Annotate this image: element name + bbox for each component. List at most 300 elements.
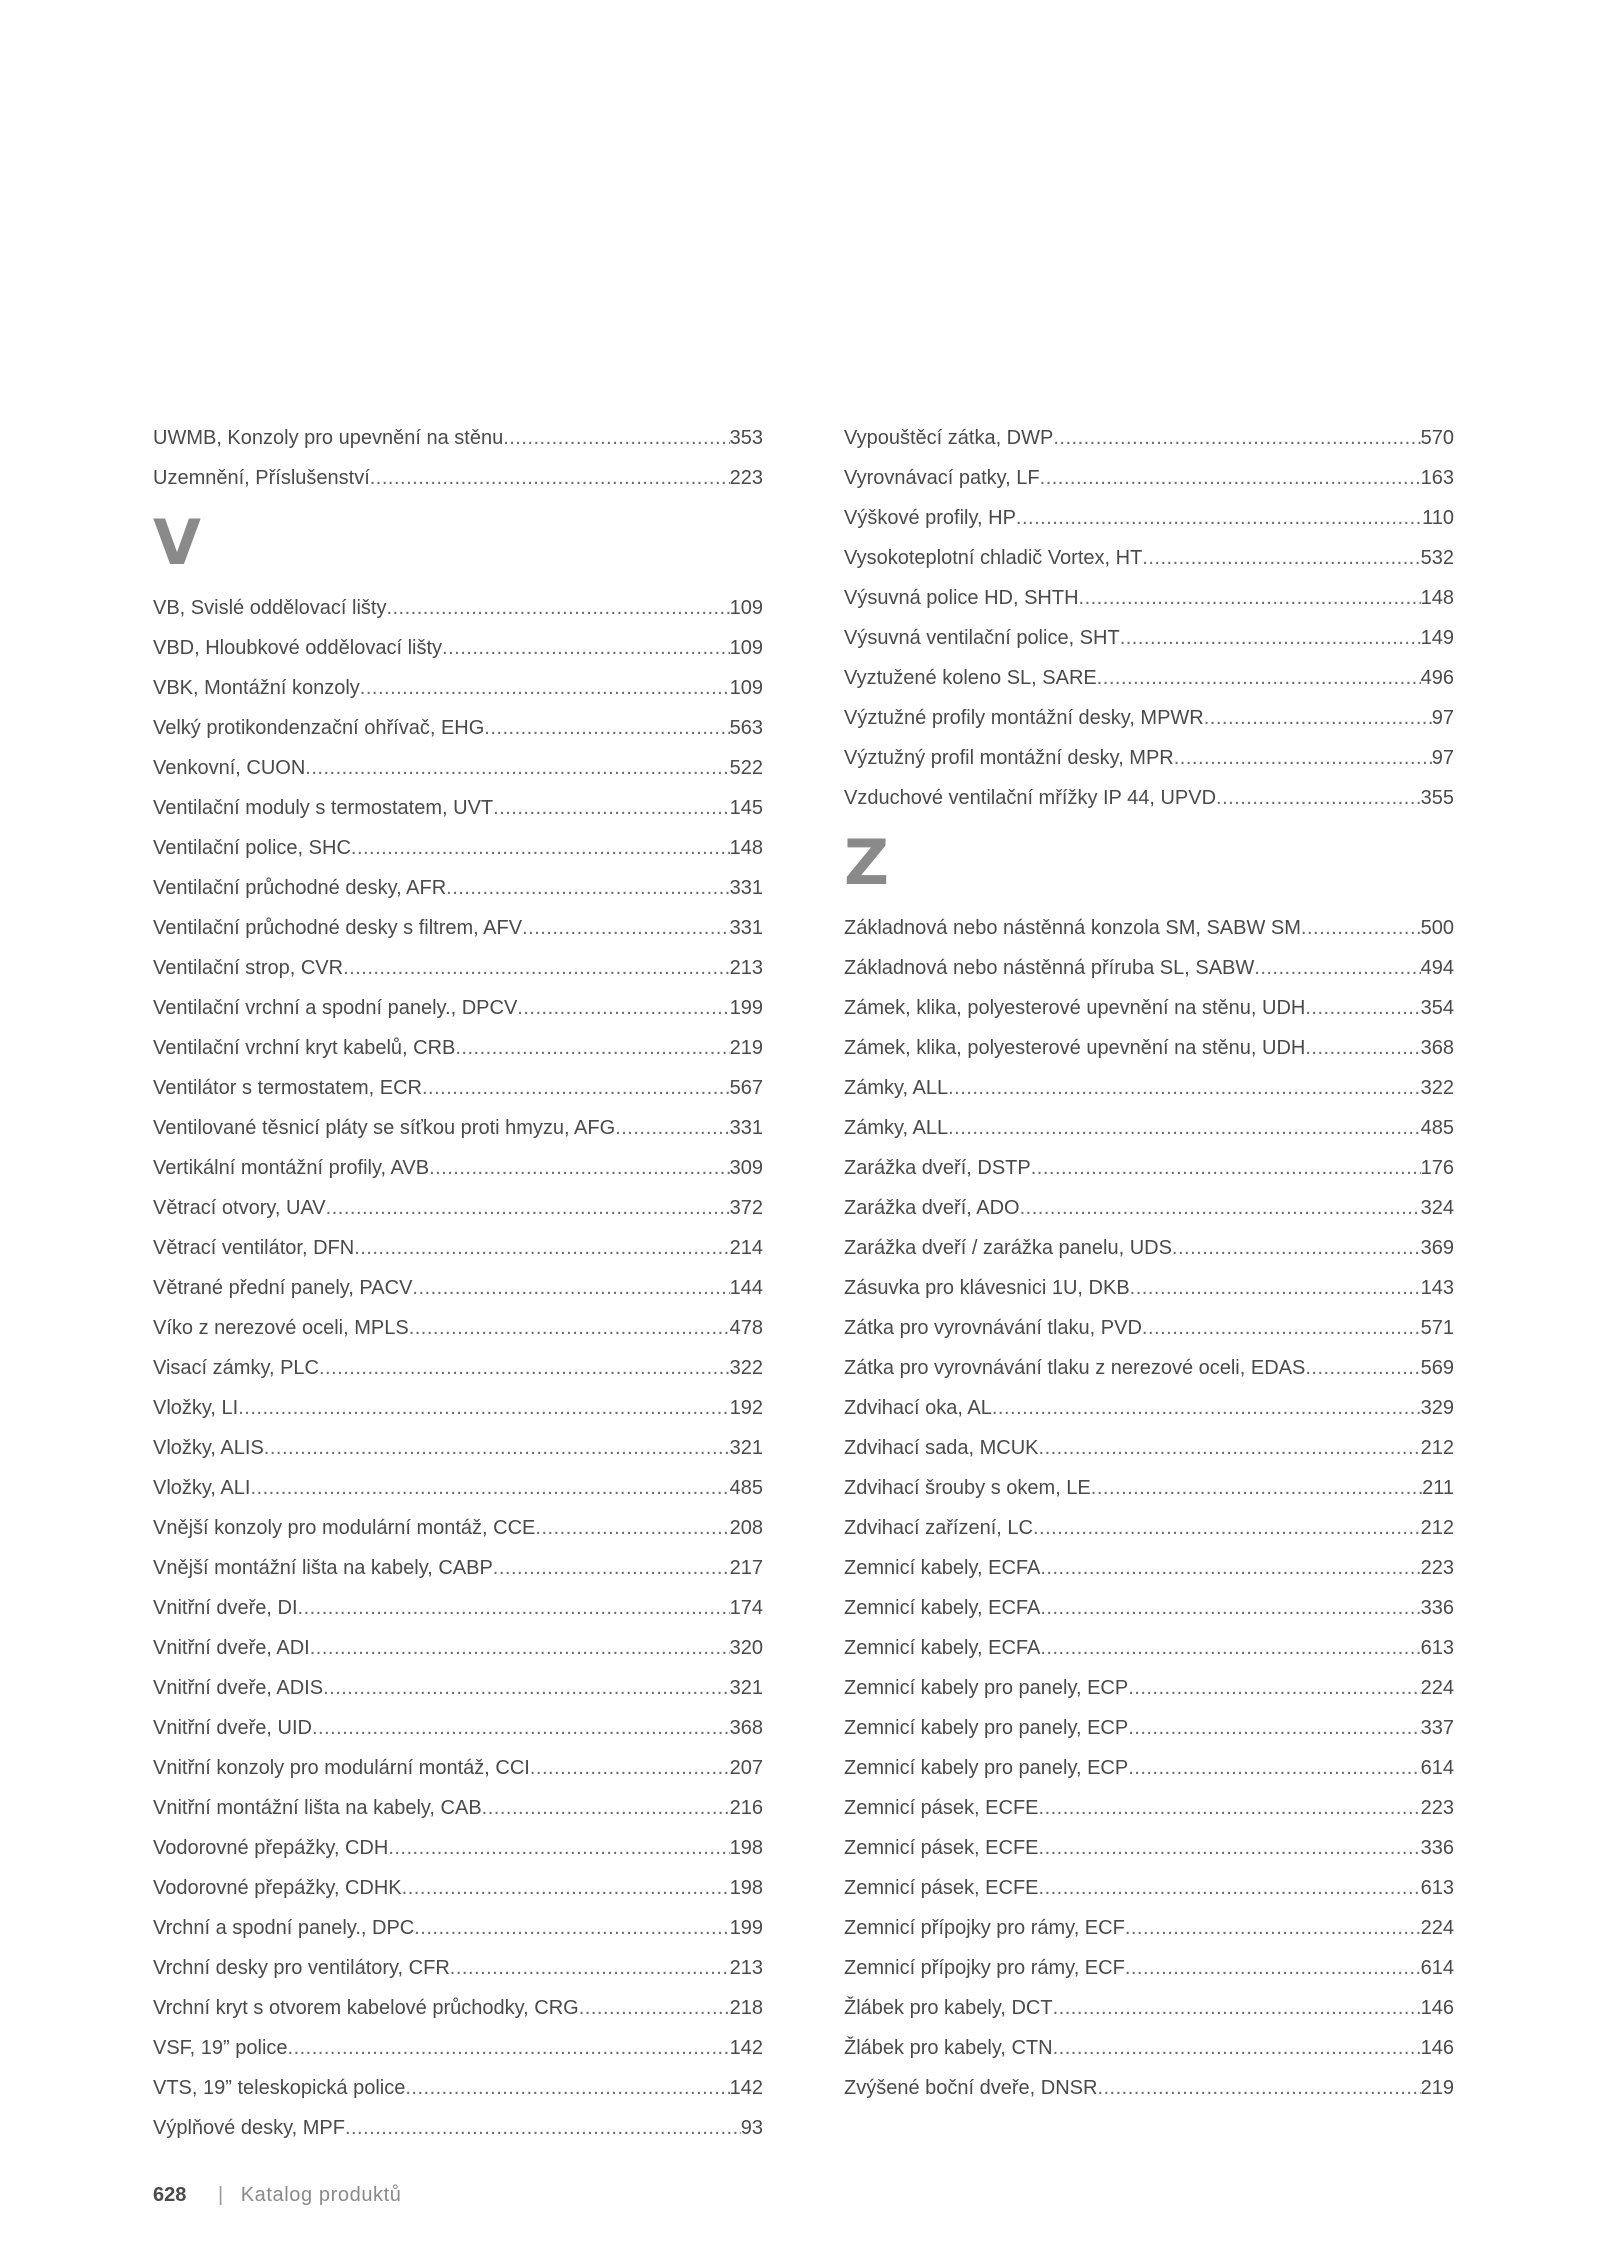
index-entry-label: Základnová nebo nástěnná příruba SL, SABW xyxy=(844,957,1255,979)
index-entry-label: Vrchní desky pro ventilátory, CFR xyxy=(153,1957,450,1979)
index-entry xyxy=(153,1188,763,1228)
index-entry-label: Zemnicí pásek, ECFE xyxy=(844,1837,1039,1859)
index-entry-page: 143 xyxy=(1420,1277,1454,1299)
index-entry-page: 223 xyxy=(729,467,763,489)
dot-leader xyxy=(1031,1148,1421,1188)
index-entry-label: Žlábek pro kabely, CTN xyxy=(844,2037,1053,2059)
index-entry xyxy=(153,1148,763,1188)
dot-leader xyxy=(1039,1828,1421,1868)
index-entry xyxy=(153,588,763,628)
index-entry xyxy=(153,1788,763,1828)
index-entry-label: Vnitřní dveře, UID xyxy=(153,1717,312,1739)
index-entry-page: 146 xyxy=(1420,1997,1454,2019)
index-entry-label: Vnější montážní lišta na kabely, CABP xyxy=(153,1557,493,1579)
index-entry-page: 199 xyxy=(729,1917,763,1939)
index-entry-page: 149 xyxy=(1420,627,1454,649)
index-entry xyxy=(153,1388,763,1428)
dot-leader xyxy=(1130,1268,1421,1308)
index-entry-label: Zemnicí kabely pro panely, ECP xyxy=(844,1757,1129,1779)
index-entry-page: 321 xyxy=(729,1677,763,1699)
index-entry-label: Žlábek pro kabely, DCT xyxy=(844,1997,1053,2019)
index-entry-label: VTS, 19” teleskopická police xyxy=(153,2077,406,2099)
index-entry xyxy=(153,1268,763,1308)
index-entry xyxy=(153,1308,763,1348)
index-entry-page: 97 xyxy=(1431,707,1454,729)
index-entry-page: 176 xyxy=(1420,1157,1454,1179)
dot-leader xyxy=(1128,1748,1420,1788)
index-entry xyxy=(844,618,1454,658)
index-entry-page: 322 xyxy=(1420,1077,1454,1099)
index-entry-label: Vložky, LI xyxy=(153,1397,239,1419)
index-entry-label: Zátka pro vyrovnávání tlaku z nerezové oceli, EDAS xyxy=(844,1357,1306,1379)
index-entry-page: 163 xyxy=(1420,467,1454,489)
index-entry-label: Vnější konzoly pro modulární montáž, CCE xyxy=(153,1517,536,1539)
dot-leader xyxy=(1040,1548,1420,1588)
index-entry xyxy=(153,1948,763,1988)
footer-title: Katalog produktů xyxy=(240,2184,402,2206)
dot-leader xyxy=(402,1868,730,1908)
index-entry-label: Vyztužené koleno SL, SARE xyxy=(844,667,1097,689)
index-entry xyxy=(844,1148,1454,1188)
index-entry xyxy=(844,1708,1454,1748)
dot-leader xyxy=(1097,2068,1420,2108)
dot-leader xyxy=(1305,988,1420,1028)
index-entry-page: 354 xyxy=(1420,997,1454,1019)
dot-leader xyxy=(1033,1508,1421,1548)
dot-leader xyxy=(250,1468,729,1508)
dot-leader xyxy=(1142,538,1420,578)
index-entry-label: Zátka pro vyrovnávání tlaku, PVD xyxy=(844,1317,1142,1339)
index-entry-label: Ventilační moduly s termostatem, UVT xyxy=(153,797,494,819)
dot-leader xyxy=(414,1908,729,1948)
index-entry-page: 522 xyxy=(729,757,763,779)
index-entry xyxy=(844,738,1454,778)
index-entry xyxy=(844,908,1454,948)
index-entry-page: 211 xyxy=(1422,1477,1454,1499)
dot-leader xyxy=(1053,418,1420,458)
dot-leader xyxy=(493,1548,730,1588)
index-entry-label: Vnitřní konzoly pro modulární montáž, CCI xyxy=(153,1757,530,1779)
index-entry-label: Zdvihací sada, MCUK xyxy=(844,1437,1039,1459)
index-entry-label: Větrané přední panely, PACV xyxy=(153,1277,413,1299)
index-entry xyxy=(153,418,763,458)
dot-leader xyxy=(522,908,730,948)
dot-leader xyxy=(1305,1348,1420,1388)
index-entry xyxy=(844,1548,1454,1588)
index-entry-page: 208 xyxy=(729,1517,763,1539)
index-entry xyxy=(844,1628,1454,1668)
dot-leader xyxy=(517,988,729,1028)
index-entry xyxy=(844,458,1454,498)
index-entry xyxy=(844,1108,1454,1148)
index-entry xyxy=(153,908,763,948)
index-entry-label: Vertikální montážní profily, AVB xyxy=(153,1157,430,1179)
dot-leader xyxy=(1120,618,1421,658)
footer-separator: | xyxy=(217,2184,224,2206)
index-entry-label: Vrchní kryt s otvorem kabelové průchodky, CRG xyxy=(153,1997,579,2019)
index-entry xyxy=(844,1308,1454,1348)
index-entry xyxy=(153,1028,763,1068)
index-entry-label: Zemnicí kabely, ECFA xyxy=(844,1557,1041,1579)
index-entry-page: 207 xyxy=(729,1757,763,1779)
index-entry-page: 567 xyxy=(729,1077,763,1099)
index-entry-page: 213 xyxy=(729,957,763,979)
index-entry-label: Ventilované těsnicí pláty se síťkou proti hmyzu, AFG xyxy=(153,1117,616,1139)
index-entry-label: Vnitřní montážní lišta na kabely, CAB xyxy=(153,1797,482,1819)
index-entry-page: 336 xyxy=(1420,1597,1454,1619)
index-entry-page: 213 xyxy=(729,1957,763,1979)
index-entry-label: Zvýšené boční dveře, DNSR xyxy=(844,2077,1098,2099)
index-entry-label: UWMB, Konzoly pro upevnění na stěnu xyxy=(153,427,504,449)
index-entry xyxy=(844,1348,1454,1388)
index-entry xyxy=(844,538,1454,578)
dot-leader xyxy=(450,1948,730,1988)
index-entry-page: 368 xyxy=(1420,1037,1454,1059)
index-entry xyxy=(153,1748,763,1788)
dot-leader xyxy=(312,1708,730,1748)
index-entry-label: Větrací ventilátor, DFN xyxy=(153,1237,355,1259)
dot-leader xyxy=(1040,1588,1420,1628)
dot-leader xyxy=(1091,1468,1422,1508)
index-entry-page: 485 xyxy=(729,1477,763,1499)
index-entry-page: 324 xyxy=(1420,1197,1454,1219)
index-entry-page: 142 xyxy=(729,2037,763,2059)
index-entry-page: 494 xyxy=(1420,957,1454,979)
index-entry-label: Vypouštěcí zátka, DWP xyxy=(844,427,1054,449)
dot-leader xyxy=(370,458,730,498)
index-entry-page: 223 xyxy=(1420,1797,1454,1819)
dot-leader xyxy=(360,668,730,708)
index-entry-page: 478 xyxy=(729,1317,763,1339)
index-entry-page: 109 xyxy=(729,637,763,659)
index-entry xyxy=(153,1348,763,1388)
index-entry-page: 110 xyxy=(1422,507,1454,529)
index-entry xyxy=(844,1228,1454,1268)
index-entry-label: Velký protikondenzační ohřívač, EHG xyxy=(153,717,485,739)
page-footer xyxy=(153,2178,402,2212)
index-entry xyxy=(844,1748,1454,1788)
index-entry-label: Zemnicí pásek, ECFE xyxy=(844,1877,1039,1899)
index-entry xyxy=(844,658,1454,698)
index-entry-page: 369 xyxy=(1420,1237,1454,1259)
index-entry-page: 219 xyxy=(1420,2077,1454,2099)
index-entry-page: 212 xyxy=(1420,1517,1454,1539)
index-entry xyxy=(153,788,763,828)
index-entry-page: 223 xyxy=(1420,1557,1454,1579)
index-entry xyxy=(153,1988,763,2028)
dot-leader xyxy=(319,1348,730,1388)
dot-leader xyxy=(1125,1908,1421,1948)
index-entry-page: 569 xyxy=(1420,1357,1454,1379)
index-entry xyxy=(844,498,1454,538)
index-entry-page: 321 xyxy=(729,1437,763,1459)
dot-leader xyxy=(493,788,729,828)
index-entry xyxy=(844,1028,1454,1068)
index-entry xyxy=(844,1388,1454,1428)
index-entry-label: Ventilátor s termostatem, ECR xyxy=(153,1077,422,1099)
dot-leader xyxy=(455,1028,729,1068)
index-entry-page: 613 xyxy=(1420,1877,1454,1899)
index-entry-page: 224 xyxy=(1420,1917,1454,1939)
index-entry-label: VSF, 19” police xyxy=(153,2037,288,2059)
index-entry xyxy=(844,1868,1454,1908)
index-entry-page: 368 xyxy=(729,1717,763,1739)
index-entry xyxy=(153,1828,763,1868)
index-entry-label: VBK, Montážní konzoly xyxy=(153,677,360,699)
dot-leader xyxy=(615,1108,729,1148)
index-entry xyxy=(844,1428,1454,1468)
dot-leader xyxy=(1216,778,1421,818)
index-entry-label: Zemnicí kabely pro panely, ECP xyxy=(844,1717,1129,1739)
index-entry-page: 148 xyxy=(729,837,763,859)
index-entry xyxy=(153,1428,763,1468)
index-entry-page: 174 xyxy=(729,1597,763,1619)
index-entry-label: Zarážka dveří, ADO xyxy=(844,1197,1020,1219)
index-entry xyxy=(153,868,763,908)
index-entry-label: Zámek, klika, polyesterové upevnění na stěnu, UDH xyxy=(844,1037,1306,1059)
dot-leader xyxy=(238,1388,729,1428)
index-entry xyxy=(844,418,1454,458)
dot-leader xyxy=(1040,458,1421,498)
index-entry-page: 144 xyxy=(729,1277,763,1299)
index-entry-page: 571 xyxy=(1420,1317,1454,1339)
dot-leader xyxy=(1125,1948,1421,1988)
index-entry xyxy=(844,1988,1454,2028)
index-entry-label: Venkovní, CUON xyxy=(153,757,306,779)
index-entry xyxy=(153,2108,763,2148)
dot-leader xyxy=(298,1588,730,1628)
index-entry-label: Víko z nerezové oceli, MPLS xyxy=(153,1317,409,1339)
index-entry-label: Výztužné profily montážní desky, MPWR xyxy=(844,707,1204,729)
index-entry xyxy=(153,1708,763,1748)
index-entry-label: Vzduchové ventilační mřížky IP 44, UPVD xyxy=(844,787,1217,809)
index-entry-label: Zdvihací šrouby s okem, LE xyxy=(844,1477,1091,1499)
index-entry xyxy=(844,1828,1454,1868)
index-entry xyxy=(153,1108,763,1148)
dot-leader xyxy=(1053,1988,1421,2028)
dot-leader xyxy=(1254,948,1420,988)
index-entry-label: Ventilační průchodné desky, AFR xyxy=(153,877,447,899)
index-entry-label: Výškové profily, HP xyxy=(844,507,1016,529)
index-entry-page: 614 xyxy=(1420,1957,1454,1979)
index-entry-label: Vložky, ALI xyxy=(153,1477,251,1499)
dot-leader xyxy=(429,1148,730,1188)
index-entry xyxy=(153,2028,763,2068)
index-entry xyxy=(844,948,1454,988)
index-entry-label: Zemnicí přípojky pro rámy, ECF xyxy=(844,1917,1125,1939)
dot-leader xyxy=(1301,908,1421,948)
index-entry-label: VB, Svislé oddělovací lišty xyxy=(153,597,387,619)
dot-leader xyxy=(354,1228,729,1268)
dot-leader xyxy=(288,2028,730,2068)
dot-leader xyxy=(579,1988,730,2028)
index-entry-page: 372 xyxy=(729,1197,763,1219)
dot-leader xyxy=(351,828,730,868)
index-entry-page: 199 xyxy=(729,997,763,1019)
dot-leader xyxy=(1039,1868,1421,1908)
index-entry-label: Zdvihací oka, AL xyxy=(844,1397,992,1419)
index-entry-page: 496 xyxy=(1420,667,1454,689)
dot-leader xyxy=(948,1068,1421,1108)
index-entry xyxy=(844,1188,1454,1228)
index-entry-label: Zemnicí kabely pro panely, ECP xyxy=(844,1677,1129,1699)
index-entry-label: Výplňové desky, MPF xyxy=(153,2117,345,2139)
index-entry-label: Zarážka dveří / zarážka panelu, UDS xyxy=(844,1237,1172,1259)
section-letter: Z xyxy=(844,826,889,899)
index-entry-label: Vodorovné přepážky, CDHK xyxy=(153,1877,402,1899)
dot-leader xyxy=(305,748,729,788)
index-entry xyxy=(844,2068,1454,2108)
dot-leader xyxy=(310,1628,730,1668)
dot-leader xyxy=(1128,1668,1420,1708)
index-entry xyxy=(153,1868,763,1908)
dot-leader xyxy=(409,1308,730,1348)
index-entry-label: Zemnicí kabely, ECFA xyxy=(844,1597,1041,1619)
index-entry xyxy=(844,2028,1454,2068)
index-entry-page: 322 xyxy=(729,1357,763,1379)
dot-leader xyxy=(530,1748,730,1788)
index-entry-page: 309 xyxy=(729,1157,763,1179)
index-entry-page: 329 xyxy=(1420,1397,1454,1419)
dot-leader xyxy=(1016,498,1422,538)
dot-leader xyxy=(1174,738,1432,778)
index-entry xyxy=(153,708,763,748)
dot-leader xyxy=(326,1188,730,1228)
dot-leader xyxy=(1039,1788,1421,1828)
index-entry-label: Zámky, ALL xyxy=(844,1077,949,1099)
index-entry xyxy=(844,778,1454,818)
index-entry xyxy=(153,1228,763,1268)
dot-leader xyxy=(264,1428,730,1468)
index-entry-label: Výsuvná ventilační police, SHT xyxy=(844,627,1120,649)
index-entry-label: Vrchní a spodní panely., DPC xyxy=(153,1917,415,1939)
dot-leader xyxy=(343,948,730,988)
index-entry-page: 485 xyxy=(1420,1117,1454,1139)
index-entry-label: Zámek, klika, polyesterové upevnění na stěnu, UDH xyxy=(844,997,1306,1019)
index-entry xyxy=(844,988,1454,1028)
index-entry-page: 217 xyxy=(729,1557,763,1579)
index-entry-page: 532 xyxy=(1420,547,1454,569)
index-entry xyxy=(153,458,763,498)
index-entry-page: 218 xyxy=(729,1997,763,2019)
index-entry-page: 212 xyxy=(1420,1437,1454,1459)
index-entry xyxy=(153,1068,763,1108)
index-entry xyxy=(844,1948,1454,1988)
dot-leader xyxy=(992,1388,1421,1428)
index-entry-page: 353 xyxy=(729,427,763,449)
dot-leader xyxy=(1039,1428,1421,1468)
index-entry-page: 109 xyxy=(729,677,763,699)
index-entry-page: 216 xyxy=(729,1797,763,1819)
index-entry xyxy=(153,828,763,868)
index-entry-label: Zemnicí pásek, ECFE xyxy=(844,1797,1039,1819)
index-entry-label: Vysokoteplotní chladič Vortex, HT xyxy=(844,547,1143,569)
dot-leader xyxy=(503,418,729,458)
dot-leader xyxy=(484,708,729,748)
dot-leader xyxy=(405,2068,729,2108)
section-letter: V xyxy=(153,506,201,579)
index-entry xyxy=(844,1788,1454,1828)
index-entry-label: Vnitřní dveře, DI xyxy=(153,1597,298,1619)
index-entry xyxy=(153,1588,763,1628)
index-entry-page: 337 xyxy=(1420,1717,1454,1739)
index-entry-page: 148 xyxy=(1420,587,1454,609)
index-entry-label: Vložky, ALIS xyxy=(153,1437,264,1459)
index-entry-page: 563 xyxy=(729,717,763,739)
index-entry xyxy=(153,1468,763,1508)
index-entry-page: 331 xyxy=(729,877,763,899)
index-entry-label: Výztužný profil montážní desky, MPR xyxy=(844,747,1174,769)
index-entry-page: 198 xyxy=(729,1877,763,1899)
index-entry xyxy=(844,1508,1454,1548)
index-entry-label: Uzemnění, Příslušenství xyxy=(153,467,370,489)
index-entry-label: Zámky, ALL xyxy=(844,1117,949,1139)
index-entry-page: 355 xyxy=(1420,787,1454,809)
index-entry xyxy=(153,668,763,708)
dot-leader xyxy=(442,628,730,668)
index-entry-label: Visací zámky, PLC xyxy=(153,1357,319,1379)
dot-leader xyxy=(412,1268,729,1308)
index-entry xyxy=(153,948,763,988)
dot-leader xyxy=(386,588,729,628)
dot-leader xyxy=(1097,658,1421,698)
dot-leader xyxy=(1305,1028,1420,1068)
index-entry xyxy=(153,1628,763,1668)
index-entry-page: 214 xyxy=(729,1237,763,1259)
index-entry-label: Zásuvka pro klávesnici 1U, DKB xyxy=(844,1277,1130,1299)
index-entry xyxy=(153,2068,763,2108)
index-entry-page: 109 xyxy=(729,597,763,619)
index-entry xyxy=(153,1908,763,1948)
dot-leader xyxy=(948,1108,1421,1148)
dot-leader xyxy=(1079,578,1421,618)
dot-leader xyxy=(388,1828,729,1868)
index-entry-label: Vyrovnávací patky, LF xyxy=(844,467,1040,489)
index-entry xyxy=(844,1268,1454,1308)
index-entry-page: 145 xyxy=(729,797,763,819)
index-entry-label: Vodorovné přepážky, CDH xyxy=(153,1837,389,1859)
index-entry-label: Zemnicí kabely, ECFA xyxy=(844,1637,1041,1659)
index-entry-label: Vnitřní dveře, ADI xyxy=(153,1637,310,1659)
dot-leader xyxy=(1128,1708,1420,1748)
index-entry-page: 146 xyxy=(1420,2037,1454,2059)
dot-leader xyxy=(1040,1628,1420,1668)
index-entry-page: 613 xyxy=(1420,1637,1454,1659)
dot-leader xyxy=(422,1068,730,1108)
index-entry-label: Zarážka dveří, DSTP xyxy=(844,1157,1031,1179)
index-entry-page: 336 xyxy=(1420,1837,1454,1859)
footer-page-number: 628 xyxy=(153,2184,187,2206)
index-entry-label: Výsuvná police HD, SHTH xyxy=(844,587,1079,609)
index-entry-label: Ventilační police, SHC xyxy=(153,837,351,859)
index-entry xyxy=(153,1548,763,1588)
dot-leader xyxy=(446,868,729,908)
index-entry-page: 500 xyxy=(1420,917,1454,939)
index-entry xyxy=(844,1668,1454,1708)
index-entry-page: 93 xyxy=(740,2117,763,2139)
index-entry-label: Větrací otvory, UAV xyxy=(153,1197,326,1219)
index-entry xyxy=(153,628,763,668)
index-entry-label: Ventilační vrchní a spodní panely., DPCV xyxy=(153,997,518,1019)
index-entry-label: Zdvihací zařízení, LC xyxy=(844,1517,1033,1539)
index-entry-page: 142 xyxy=(729,2077,763,2099)
index-entry-page: 224 xyxy=(1420,1677,1454,1699)
index-entry-page: 198 xyxy=(729,1837,763,1859)
index-entry-label: Základnová nebo nástěnná konzola SM, SABW SM xyxy=(844,917,1301,939)
index-entry xyxy=(844,1588,1454,1628)
index-entry-label: Ventilační strop, CVR xyxy=(153,957,344,979)
index-entry-label: Vnitřní dveře, ADIS xyxy=(153,1677,324,1699)
